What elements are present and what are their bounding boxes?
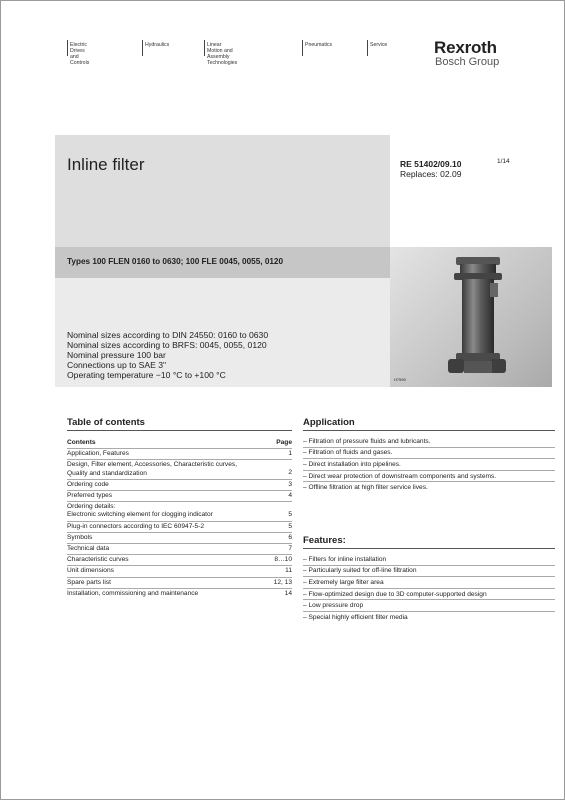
toc-heading: Table of contents (67, 417, 145, 428)
nav-label: Hydraulics (145, 42, 170, 48)
toc-row-title: Design, Filter element, Accessories, Characteristic curves, Quality and standardization (67, 461, 238, 477)
toc-row-page: 3 (288, 480, 292, 488)
nav-label: Service (370, 42, 388, 48)
inline-filter-illustration (390, 247, 552, 387)
title-band (55, 135, 390, 247)
table-of-contents (67, 438, 292, 599)
nav-label: Electric Drives and Controls (70, 42, 90, 66)
toc-row-page: 5 (288, 522, 292, 530)
toc-rule (67, 430, 292, 431)
toc-row-page: 6 (288, 533, 292, 541)
nav-label: Linear Motion and Assembly Technologies (207, 42, 238, 66)
toc-col-contents: Contents (67, 439, 96, 446)
toc-row-title: Technical data (67, 545, 110, 553)
toc-row-title: Characteristic curves (67, 556, 129, 564)
document-number: RE 51402/09.10 (400, 159, 462, 169)
toc-row-title: Symbols (67, 533, 93, 541)
feature-item: – Extremely large filter area (303, 576, 555, 588)
toc-header-row (67, 438, 292, 448)
spec-item: Nominal sizes according to BRFS: 0045, 0055, 0120 (67, 340, 267, 350)
brand-subtitle: Bosch Group (435, 56, 500, 68)
toc-row-title: Spare parts list (67, 578, 111, 586)
toc-row-title: Installation, commissioning and maintenance (67, 589, 199, 597)
toc-row[interactable] (67, 543, 292, 554)
photo-caption: H7590 (394, 377, 406, 382)
feature-item: – Flow-optimized design due to 3D computer-supported design (303, 588, 555, 600)
toc-row[interactable] (67, 588, 292, 599)
application-item: – Direct wear protection of downstream components and systems. (303, 470, 555, 482)
feature-item: – Filters for inline installation (303, 555, 387, 563)
toc-row-title: Unit dimensions (67, 567, 114, 575)
toc-row[interactable] (67, 554, 292, 565)
toc-row[interactable] (67, 532, 292, 543)
features-rule (303, 548, 555, 549)
toc-row-page: 11 (285, 567, 292, 575)
toc-row[interactable] (67, 565, 292, 576)
toc-row[interactable] (67, 521, 292, 532)
toc-row-title: Plug-in connectors according to IEC 60947-5-2 (67, 522, 205, 530)
spec-item: Operating temperature −10 °C to +100 °C (67, 370, 226, 380)
spec-item: Nominal sizes according to DIN 24550: 0160 to 0630 (67, 330, 269, 340)
toc-row-page: 1 (288, 450, 292, 458)
toc-row[interactable] (67, 501, 292, 520)
feature-item: – Particularly suited for off-line filtration (303, 565, 555, 577)
toc-row-title: Ordering code (67, 480, 109, 488)
page-title: Inline filter (67, 155, 145, 174)
toc-row[interactable] (67, 459, 292, 478)
toc-row[interactable] (67, 577, 292, 588)
features-heading: Features: (303, 535, 346, 546)
product-photo (390, 247, 552, 387)
toc-row-page: 14 (284, 589, 292, 597)
toc-row-page: 7 (288, 545, 292, 553)
application-item: – Offline filtration at high filter service lives. (303, 481, 555, 493)
application-rule (303, 430, 555, 431)
toc-row[interactable] (67, 490, 292, 501)
toc-row[interactable] (67, 448, 292, 459)
application-list (303, 436, 555, 493)
page-number: 1/14 (497, 158, 510, 165)
feature-item: – Low pressure drop (303, 599, 555, 611)
toc-row-title: Ordering details: Electronic switching element for clogging indicator (67, 503, 213, 519)
application-heading: Application (303, 417, 355, 428)
brand-logo: Rexroth (434, 38, 497, 57)
spec-item: Nominal pressure 100 bar (67, 350, 166, 360)
toc-col-page: Page (276, 439, 292, 446)
toc-row-page: 5 (288, 511, 292, 519)
toc-row-page: 4 (288, 492, 292, 500)
spec-list (67, 330, 268, 380)
toc-row-page: 8…10 (274, 556, 292, 564)
types-line: Types 100 FLEN 0160 to 0630; 100 FLE 0045, 0055, 0120 (67, 257, 284, 266)
toc-row-title: Preferred types (67, 492, 113, 500)
nav-label: Pneumatics (305, 42, 333, 48)
application-item: – Filtration of fluids and gases. (303, 447, 555, 459)
features-list (303, 554, 555, 623)
spec-item: Connections up to SAE 3" (67, 360, 167, 370)
application-item: – Direct installation into pipelines. (303, 458, 555, 470)
toc-row-title: Application, Features (67, 450, 129, 458)
feature-item: – Special highly efficient filter media (303, 611, 555, 623)
replaces-note: Replaces: 02.09 (400, 169, 462, 179)
application-item: – Filtration of pressure fluids and lubricants. (303, 437, 431, 445)
toc-row-page: 2 (288, 469, 292, 477)
toc-row-page: 12, 13 (273, 578, 292, 586)
toc-row[interactable] (67, 479, 292, 490)
